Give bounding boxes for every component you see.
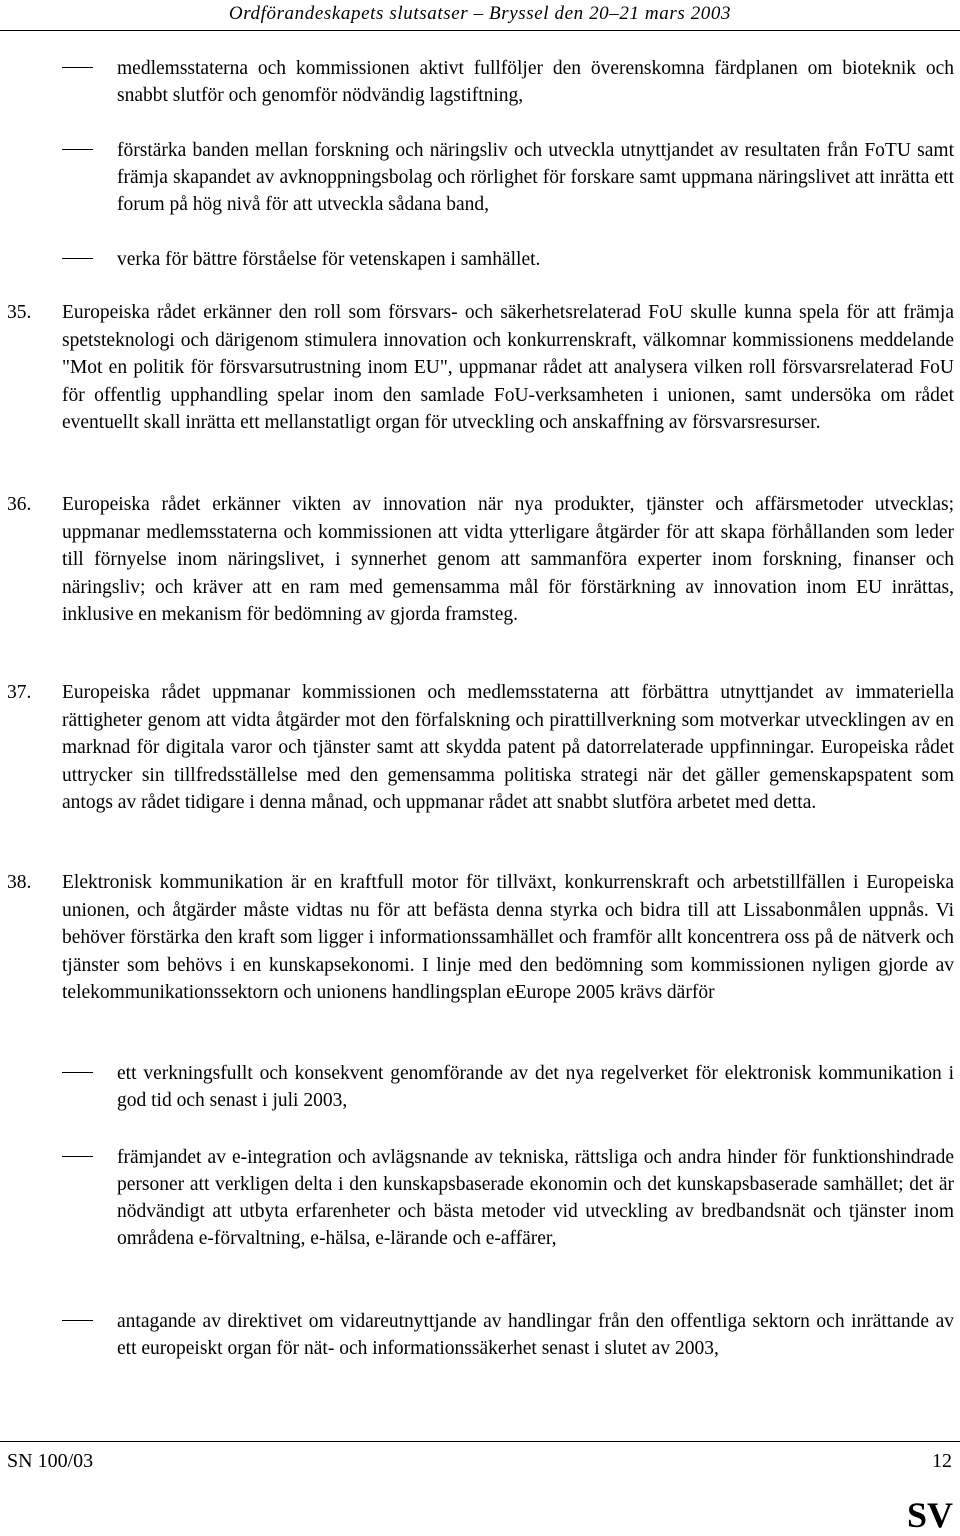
dash-item <box>62 55 954 109</box>
footer-rule <box>0 1441 960 1442</box>
dash-item <box>62 1060 954 1114</box>
dash-item <box>62 246 954 273</box>
paragraph-text: Europeiska rådet uppmanar kommissionen och medlemsstaterna att förbättra utnyttjandet av immateriella rättigheter genom att vidta åtgärder mot den förfalskning och pirattillverkning som motverkar utvecklingen av en marknad för digitala varor och tjänster samt att skydda patent på datorrelaterade uppfinningar. Europeiska rådet uttrycker sin tillfredsställelse med den gemensamma politiska strategi när det gäller gemenskapspatent som antogs av rådet tidigare i denna månad, och uppmanar rådet att snabbt slutföra arbetet med detta. <box>62 682 954 813</box>
dash-marker <box>62 258 93 259</box>
document-reference: SN 100/03 <box>7 1450 94 1472</box>
dash-marker <box>62 149 93 150</box>
paragraph-number: 36. <box>7 494 32 515</box>
paragraph-text: Europeiska rådet erkänner vikten av innovation när nya produkter, tjänster och affärsmetoder utvecklas; uppmanar medlemsstaterna och kommissionen att vidta ytterligare åtgärder för att skapa förhållanden som leder till förnyelse inom näringslivet, i synnerhet genom att sammanföra experter inom forskning, finanser och näringsliv; och kräver att en ram med gemensamma mål för förstärkning av innovation inom EU inrättas, inklusive en mekanism för bedömning av gjorda framsteg. <box>62 494 954 625</box>
paragraph-text: Elektronisk kommunikation är en kraftfull motor för tillväxt, konkurrenskraft och arbetstillfällen i Europeiska unionen, och åtgärder måste vidtas nu för att befästa denna styrka och bidra till att Lissabonmålen uppnås. Vi behöver förstärka den kraft som ligger i informationssamhället och framför allt koncentrera oss på de nätverk och tjänster som behövs i en kunskapsekonomi. I linje med den bedömning som kommissionen nyligen gjorde av telekommunikationssektorn och unionens handlingsplan eEurope 2005 krävs därför <box>62 872 954 1003</box>
dash-item-text: antagande av direktivet om vidareutnyttjande av handlingar från den offentliga sektorn och inrättande av ett europeiskt organ för nät- och informationssäkerhet senast i slutet av 2003, <box>117 1311 954 1359</box>
dash-item <box>62 137 954 218</box>
page-number: 12 <box>932 1450 952 1472</box>
dash-item-text: förstärka banden mellan forskning och näringsliv och utveckla utnyttjandet av resultaten från FoTU samt främja skapandet av avknoppningsbolag och rörlighet för forskare samt uppmana näringslivet att inrätta ett forum på hög nivå för att utveckla sådana band, <box>117 140 954 215</box>
dash-item-text: medlemsstaterna och kommissionen aktivt fullföljer den överenskomna färdplanen om bioteknik och snabbt slutför och genomför nödvändig lagstiftning, <box>117 58 954 106</box>
language-code: SV <box>906 1495 953 1535</box>
dash-item-text: verka för bättre förståelse för vetenskapen i samhället. <box>117 249 541 270</box>
paragraph-number: 37. <box>7 682 32 703</box>
dash-marker <box>62 1072 93 1073</box>
paragraph-38 <box>7 869 954 1007</box>
paragraph-35 <box>7 299 954 437</box>
paragraph-37 <box>7 679 954 817</box>
dash-marker <box>62 1320 93 1321</box>
dash-item-text: främjandet av e-integration och avlägsnande av tekniska, rättsliga och andra hinder för funktionshindrade personer att verkligen delta i den kunskapsbaserade ekonomin och det kunskapsbaserade samhället; det är nödvändigt att utbyta erfarenheter och bästa metoder vid utveckling av bredbandsnät och tjänster inom områdena e-förvaltning, e-hälsa, e-lärande och e-affärer, <box>117 1147 954 1249</box>
dash-marker <box>62 67 93 68</box>
header-rule <box>0 30 960 31</box>
paragraph-number: 35. <box>7 302 32 323</box>
paragraph-number: 38. <box>7 872 32 893</box>
dash-marker <box>62 1156 93 1157</box>
paragraph-text: Europeiska rådet erkänner den roll som försvars- och säkerhetsrelaterad FoU skulle kunna spela för att främja spetsteknologi och därigenom stimulera innovation och konkurrenskraft, välkomnar kommissionens meddelande "Mot en politik för försvarsutrustning inom EU", uppmanar rådet att analysera vilken roll försvarsrelaterad FoU för offentlig upphandling spelar inom den samlade FoU-verksamheten i unionen, samt undersöka om rådet eventuellt skall inrätta ett mellanstatligt organ för utveckling och anskaffning av försvarsresurser. <box>62 302 954 433</box>
paragraph-36 <box>7 491 954 629</box>
dash-item <box>62 1144 954 1252</box>
dash-item <box>62 1308 954 1362</box>
running-header: Ordförandeskapets slutsatser – Bryssel den 20–21 mars 2003 <box>228 3 732 24</box>
dash-item-text: ett verkningsfullt och konsekvent genomförande av det nya regelverket för elektronisk kommunikation i god tid och senast i juli 2003, <box>117 1063 954 1111</box>
